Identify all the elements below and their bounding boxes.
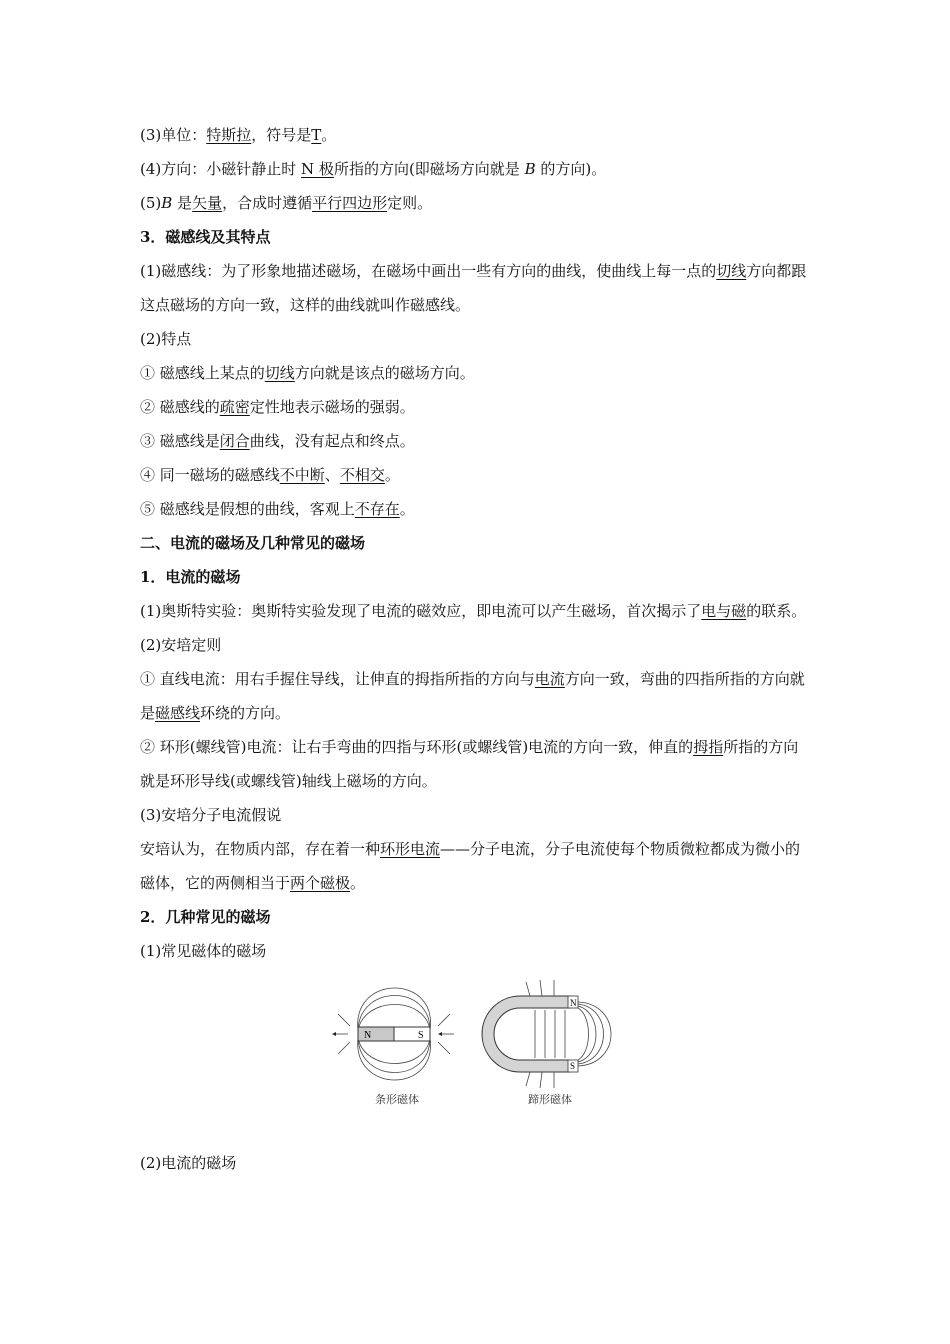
subheading: (1)常见磁体的磁场: [140, 942, 267, 960]
magnet-field-diagram: [330, 976, 630, 1106]
chapter-heading: 二、电流的磁场及几种常见的磁场: [140, 534, 366, 552]
paragraph: (1)磁感线：为了形象地描述磁场，在磁场中画出一些有方向的曲线，使曲线上每一点的切线方向都跟这点磁场的方向一致，这样的曲线就叫作磁感线。: [140, 262, 807, 314]
blank-answer: 平行四边形: [312, 194, 388, 212]
blank-answer: 特斯拉: [206, 126, 252, 144]
subheading: (2)电流的磁场: [140, 1154, 237, 1172]
blank-answer: 两个磁极: [290, 874, 351, 892]
horseshoe-north-label: N: [570, 998, 577, 1008]
feature-item: ⑤ 磁感线是假想的曲线，客观上不存在。: [140, 500, 415, 518]
section-heading: 2．几种常见的磁场: [140, 908, 271, 926]
paragraph: 安培认为，在物质内部，存在着一种环形电流——分子电流，分子电流使每个物质微粒都成为微小的磁体，它的两侧相当于两个磁极。: [140, 840, 801, 892]
blank-answer: 疏密: [219, 398, 250, 416]
blank-answer: 不相交: [339, 466, 385, 484]
bar-magnet-caption: 条形磁体: [375, 1093, 419, 1106]
paragraph: ② 环形(螺线管)电流：让右手弯曲的四指与环形(或螺线管)电流的方向一致，伸直的拇指所指的方向就是环形导线(或螺线管)轴线上磁场的方向。: [140, 738, 799, 790]
blank-answer: 不存在: [354, 500, 400, 518]
blank-answer: N 极: [301, 160, 334, 178]
horseshoe-magnet: [482, 996, 570, 1072]
blank-answer: 不中断: [279, 466, 325, 484]
feature-item: ④ 同一磁场的磁感线不中断、不相交。: [140, 466, 400, 484]
blank-answer: 环形电流: [380, 840, 441, 858]
blank-answer: 切线: [716, 262, 747, 280]
document-page: [140, 118, 812, 1180]
feature-item: ① 磁感线上某点的切线方向就是该点的磁场方向。: [140, 364, 475, 382]
section-heading: 1．电流的磁场: [140, 568, 241, 586]
blank-answer: T: [311, 126, 322, 144]
blank-answer: 切线: [264, 364, 295, 382]
feature-item: ③ 磁感线是闭合曲线，没有起点和终点。: [140, 432, 415, 450]
blank-answer: 电流: [534, 670, 565, 688]
magnet-figure: [140, 976, 812, 1126]
section-heading: 3．磁感线及其特点: [140, 228, 271, 246]
feature-item: ② 磁感线的疏密定性地表示磁场的强弱。: [140, 398, 415, 416]
blank-answer: 矢量: [192, 194, 223, 212]
blank-answer: 闭合: [219, 432, 250, 450]
blank-answer: 磁感线: [155, 704, 201, 722]
subheading: (3)安培分子电流假说: [140, 806, 282, 824]
paragraph: ① 直线电流：用右手握住导线，让伸直的拇指所指的方向与电流方向一致，弯曲的四指所指的方向就是磁感线环绕的方向。: [140, 670, 805, 722]
horseshoe-south-label: S: [570, 1061, 576, 1071]
direction-line: (4)方向：小磁针静止时 N 极所指的方向(即磁场方向就是 B 的方向)。: [140, 160, 607, 178]
blank-answer: 拇指: [693, 738, 724, 756]
bar-south-label: S: [418, 1030, 424, 1041]
unit-line: (3)单位：特斯拉，符号是T。: [140, 126, 337, 144]
blank-answer: 电与磁: [701, 602, 747, 620]
bar-north-label: N: [364, 1030, 372, 1041]
subheading: (2)安培定则: [140, 636, 222, 654]
paragraph: (1)奥斯特实验：奥斯特实验发现了电流的磁效应，即电流可以产生磁场，首次揭示了电与磁的联系。: [140, 602, 807, 620]
subheading: (2)特点: [140, 330, 192, 348]
horseshoe-magnet-caption: 蹄形磁体: [528, 1093, 572, 1106]
vector-line: (5)B 是矢量，合成时遵循平行四边形定则。: [140, 194, 433, 212]
